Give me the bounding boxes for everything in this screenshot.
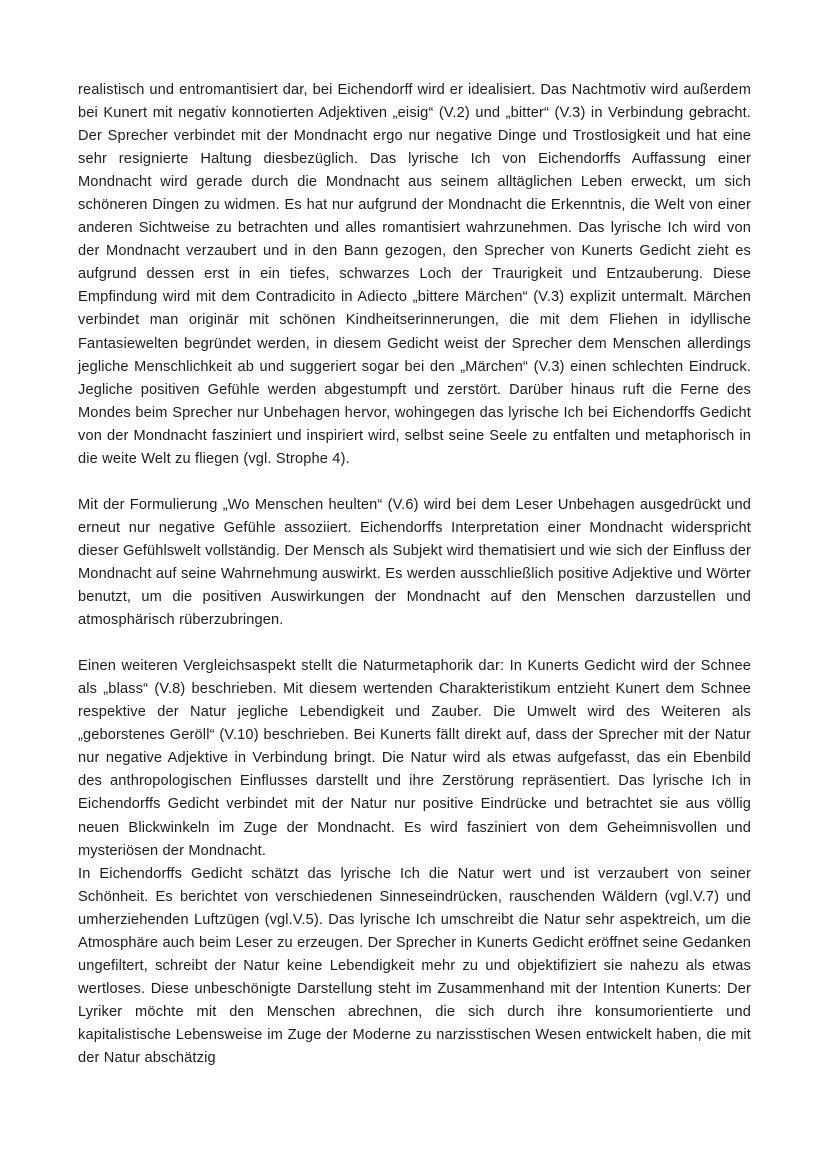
paragraph-1: realistisch und entromantisiert dar, bei Eichendorff wird er idealisiert. Das Nachtmotiv wird außerdem bei Kunert mit negativ konnotierten Adjektiven „eisig“ (V.2) und „bitter“ (V.3) in Verbindung gebracht. Der Sprecher verbindet mit der Mondnacht ergo nur negative Dinge und Trostlosigkeit und hat eine sehr resignierte Haltung diesbezüglich. Das lyrische Ich von Eichendorffs Auffassung einer Mondnacht wird gerade durch die Mondnacht aus seinem alltäglichen Leben erweckt, um sich schöneren Dingen zu widmen. Es hat nur aufgrund der Mondnacht die Erkenntnis, die Welt von einer anderen Sichtweise zu betrachten und alles romantisiert wahrzunehmen. Das lyrische Ich wird von der Mondnacht verzaubert und in den Bann gezogen, den Sprecher von Kunerts Gedicht zieht es aufgrund dessen erst in ein tiefes, schwarzes Loch der Traurigkeit und Entzauberung. Diese Empfindung wird mit dem Contradicito in Adiecto „bittere Märchen“ (V.3) explizit untermalt. Märchen verbindet man originär mit schönen Kindheitserinnerungen, die mit dem Fliehen in idyllische Fantasiewelten begründet werden, in diesem Gedicht weist der Sprecher dem Menschen allerdings jegliche Menschlichkeit ab und suggeriert sogar bei den „Märchen“ (V.3) einen schlechten Eindruck. Jegliche positiven Gefühle werden abgestumpft und zerstört. Darüber hinaus ruft die Ferne des Mondes beim Sprecher nur Unbehagen hervor, wohingegen das lyrische Ich bei Eichendorffs Gedicht von der Mondnacht fasziniert und inspiriert wird, selbst seine Seele zu entfalten und metaphorisch in die weite Welt zu fliegen (vgl. Strophe 4). (78, 82, 751, 467)
text-column (78, 79, 751, 1070)
paragraph-4: In Eichendorffs Gedicht schätzt das lyrische Ich die Natur wert und ist verzaubert von seiner Schönheit. Es berichtet von verschiedenen Sinneseindrücken, rauschenden Wäldern (vgl.V.7) und umherziehenden Luftzügen (vgl.V.5). Das lyrische Ich umschreibt die Natur sehr aspektreich, um die Atmosphäre auch beim Leser zu erzeugen. Der Sprecher in Kunerts Gedicht eröffnet seine Gedanken ungefiltert, schreibt der Natur keine Lebendigkeit mehr zu und objektifiziert sie nahezu als etwas wertloses. Diese unbeschönigte Darstellung steht im Zusammenhand mit der Intention Kunerts: Der Lyriker möchte mit den Menschen abrechnen, die sich durch ihre konsumorientierte und kapitalistische Lebensweise im Zuge der Moderne zu narzisstischen Wesen entwickelt haben, die mit der Natur abschätzig (78, 865, 751, 1066)
paragraph-2: Mit der Formulierung „Wo Menschen heulten“ (V.6) wird bei dem Leser Unbehagen ausgedrückt und erneut nur negative Gefühle assoziiert. Eichendorffs Interpretation einer Mondnacht widerspricht dieser Gefühlswelt vollständig. Der Mensch als Subjekt wird thematisiert und wie sich der Einfluss der Mondnacht auf seine Wahrnehmung auswirkt. Es werden ausschließlich positive Adjektive und Wörter benutzt, um die positiven Auswirkungen der Mondnacht auf den Menschen darzustellen und atmosphärisch rüberzubringen. (78, 496, 751, 629)
paragraph-3: Einen weiteren Vergleichsaspekt stellt die Naturmetaphorik dar: In Kunerts Gedicht wird der Schnee als „blass“ (V.8) beschrieben. Mit diesem wertenden Charakteristikum entzieht Kunert dem Schnee respektive der Natur jegliche Lebendigkeit und Zauber. Die Umwelt wird des Weiteren als „geborstenes Geröll“ (V.10) beschrieben. Bei Kunerts fällt direkt auf, dass der Sprecher mit der Natur nur negative Adjektive in Verbindung bringt. Die Natur wird als etwas aufgefasst, das ein Ebenbild des anthropologischen Einflusses darstellt und ihre Zerstörung repräsentiert. Das lyrische Ich in Eichendorffs Gedicht verbindet mit der Natur nur positive Eindrücke und betrachtet sie aus völlig neuen Blickwinkeln im Zuge der Mondnacht. Es wird fasziniert von dem Geheimnisvollen und mysteriösen der Mondnacht. (78, 658, 751, 859)
